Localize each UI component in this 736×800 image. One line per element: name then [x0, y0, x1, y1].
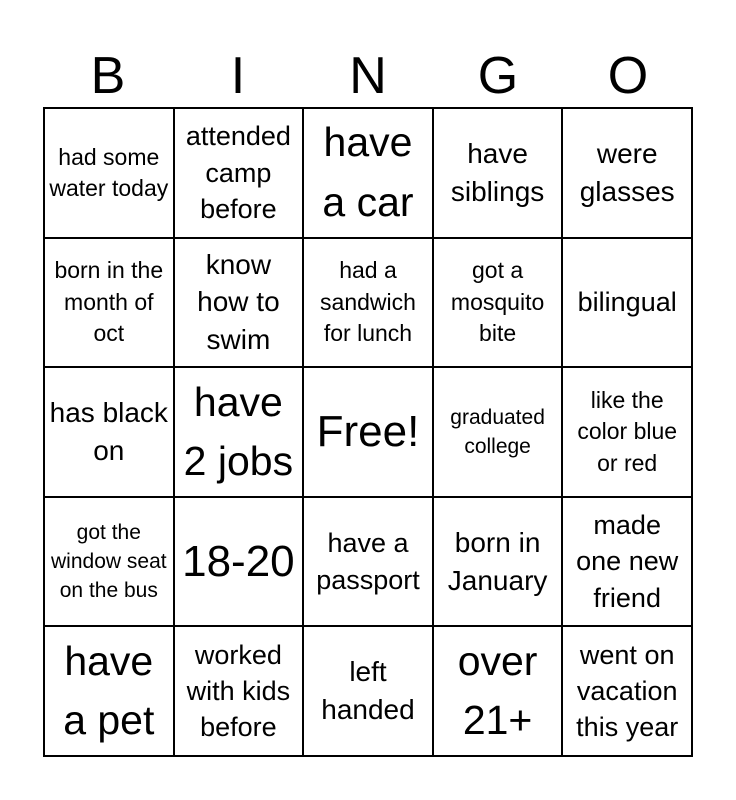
bingo-cell-text: had a sandwich for lunch: [320, 257, 416, 347]
bingo-cell-text: have a pet: [63, 637, 155, 744]
bingo-cell-text: have a car: [322, 119, 414, 225]
bingo-cell[interactable]: [563, 627, 693, 757]
bingo-cell-text: were glasses: [579, 138, 675, 207]
free-space[interactable]: [304, 368, 434, 498]
bingo-cell-text: worked with kids before: [186, 639, 291, 743]
bingo-header: [43, 44, 693, 108]
bingo-cell-text: had some water today: [49, 143, 169, 201]
bingo-cell[interactable]: [175, 627, 305, 757]
bingo-cell[interactable]: [45, 368, 175, 498]
free-space-text: Free!: [316, 407, 420, 457]
bingo-cell[interactable]: [434, 239, 564, 369]
bingo-cell-text: over 21+: [457, 637, 538, 744]
bingo-cell[interactable]: [434, 368, 564, 498]
bingo-cell-text: went on vacation this year: [576, 639, 679, 743]
bingo-board: [43, 107, 693, 757]
header-letter-i: I: [230, 47, 246, 105]
header-letter-b: B: [90, 47, 126, 105]
bingo-cell[interactable]: [563, 109, 693, 239]
bingo-cell-text: graduated college: [450, 405, 545, 458]
bingo-cell-text: attended camp before: [185, 121, 291, 225]
header-letter-o: O: [607, 47, 649, 105]
bingo-cell-text: made one new friend: [576, 509, 679, 613]
bingo-cell-text: got the window seat on the bus: [51, 520, 167, 603]
bingo-cell-text: have a passport: [316, 528, 420, 595]
bingo-cell[interactable]: [434, 109, 564, 239]
bingo-cell[interactable]: [175, 498, 305, 628]
bingo-cell[interactable]: [45, 239, 175, 369]
bingo-cell[interactable]: [304, 627, 434, 757]
bingo-cell-text: has black on: [49, 397, 168, 466]
header-letter-n: N: [349, 47, 387, 105]
bingo-cell-text: got a mosquito bite: [450, 257, 545, 347]
bingo-cell[interactable]: [563, 498, 693, 628]
bingo-cell-text: born in January: [447, 526, 548, 596]
bingo-cell[interactable]: [45, 498, 175, 628]
bingo-cell-text: bilingual: [577, 287, 677, 318]
bingo-cell-text: 18-20: [182, 536, 295, 586]
bingo-cell[interactable]: [563, 368, 693, 498]
bingo-cell[interactable]: [434, 627, 564, 757]
bingo-cell[interactable]: [175, 239, 305, 369]
bingo-cell[interactable]: [304, 109, 434, 239]
bingo-cell[interactable]: [175, 368, 305, 498]
bingo-cell[interactable]: [45, 627, 175, 757]
bingo-cell[interactable]: [434, 498, 564, 628]
bingo-cell[interactable]: [45, 109, 175, 239]
header-letter-g: G: [477, 47, 519, 105]
bingo-cell[interactable]: [304, 498, 434, 628]
bingo-cell[interactable]: [563, 239, 693, 369]
bingo-cell-text: know how to swim: [197, 248, 280, 356]
bingo-cell-text: have 2 jobs: [183, 378, 294, 484]
bingo-cell[interactable]: [304, 239, 434, 369]
bingo-cell[interactable]: [175, 109, 305, 239]
bingo-cell-text: have siblings: [450, 138, 545, 207]
bingo-cell-text: left handed: [321, 656, 415, 726]
bingo-cell-text: born in the month of oct: [54, 257, 164, 347]
bingo-cell-text: like the color blue or red: [577, 387, 678, 476]
